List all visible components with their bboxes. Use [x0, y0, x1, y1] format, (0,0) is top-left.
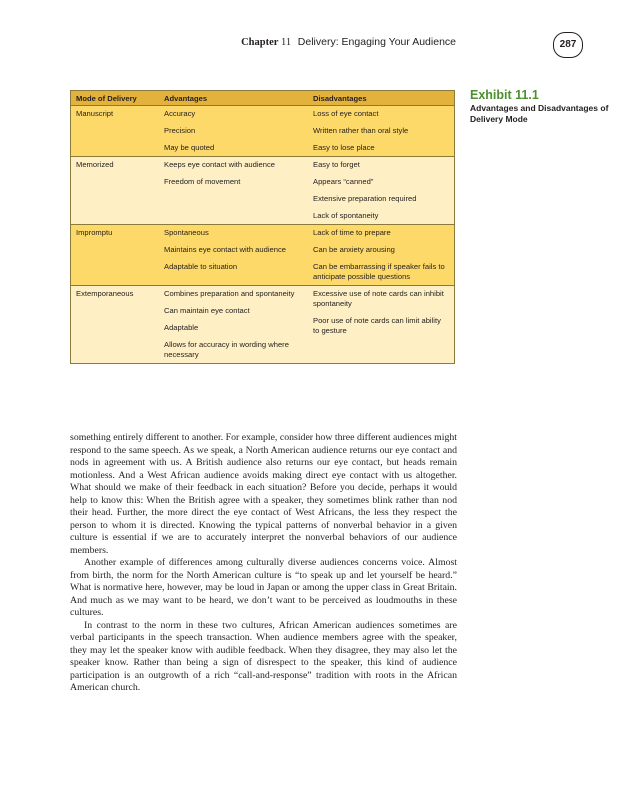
advantage-item: Precision: [164, 126, 196, 135]
table-row-impromptu: [71, 225, 454, 286]
header-mode: Mode of Delivery: [76, 94, 137, 103]
disadvantage-item: Can be embarrassing if speaker fails to anticipate possible questions: [313, 262, 445, 281]
advantage-item: May be quoted: [164, 143, 215, 152]
body-text: [70, 432, 457, 695]
advantage-item: Accuracy: [164, 109, 196, 118]
advantage-item: Spontaneous: [164, 228, 209, 237]
disadvantages-cell: [308, 286, 454, 363]
disadvantage-item: Loss of eye contact: [313, 109, 379, 118]
chapter-number: 11: [281, 37, 292, 48]
advantage-item: Adaptable to situation: [164, 262, 238, 271]
mode-cell: Extemporaneous: [76, 289, 134, 298]
advantage-item: Maintains eye contact with audience: [164, 245, 286, 254]
disadvantage-item: Can be anxiety arousing: [313, 245, 395, 254]
exhibit-label: Exhibit 11.1: [470, 88, 539, 102]
advantages-cell: [159, 225, 308, 285]
header-advantages: Advantages: [164, 94, 208, 103]
disadvantage-item: Poor use of note cards can limit ability to gesture: [313, 316, 441, 335]
paragraph: something entirely different to another. For example, consider how three different audiences might respond to the same speech. As we speak, a North American audience returns our eye contact and nods in agreement with us. A British audience also returns our eye contact, but heads remain motionless. And a West African audience avoids making direct eye contact with us altogether. What should we make of their feedback in each situation? Before you decide, perhaps it would help to know this: When the British agree with a speaker, they sometimes blink rather than nod their head. Further, the more direct the eye contact of West Africans, the less they respect the person to whom it is directed. Knowing the typical patterns of nonverbal behavior in a given culture is essential if we are to accurately interpret the nonverbal behaviors of our audience members.: [70, 432, 457, 556]
page-number: 287: [553, 32, 583, 58]
disadvantages-cell: [308, 157, 454, 224]
disadvantages-cell: [308, 225, 454, 285]
table-row-memorized: [71, 157, 454, 225]
disadvantage-item: Lack of spontaneity: [313, 211, 379, 220]
header-disadvantages: Disadvantages: [313, 94, 367, 103]
advantage-item: Keeps eye contact with audience: [164, 160, 276, 169]
mode-cell: Memorized: [76, 160, 114, 169]
mode-cell: Manuscript: [76, 109, 114, 118]
exhibit-caption: Advantages and Disadvantages of Delivery Mode: [470, 103, 609, 124]
disadvantage-item: Written rather than oral style: [313, 126, 409, 135]
table-row-manuscript: [71, 106, 454, 157]
disadvantage-item: Easy to lose place: [313, 143, 375, 152]
advantages-cell: [159, 157, 308, 224]
advantages-cell: [159, 106, 308, 156]
disadvantages-cell: [308, 106, 454, 156]
disadvantage-item: Extensive preparation required: [313, 194, 417, 203]
advantage-item: Adaptable: [164, 323, 199, 332]
disadvantage-item: Easy to forget: [313, 160, 360, 169]
mode-cell: Impromptu: [76, 228, 113, 237]
advantage-item: Combines preparation and spontaneity: [164, 289, 295, 298]
chapter-word: Chapter: [241, 37, 279, 48]
paragraph: Another example of differences among culturally diverse audiences concerns voice. Almost from birth, the norm for the North American culture is “to speak up and let yourself be heard.” What is normative here, however, may be loud in Japan or among the upper class in Great Britain. And much as we may want to be heard, we don’t want to be perceived as loudmouths in these cultures.: [70, 557, 457, 618]
advantages-cell: [159, 286, 308, 363]
disadvantage-item: Appears “canned”: [313, 177, 374, 186]
disadvantage-item: Lack of time to prepare: [313, 228, 391, 237]
advantage-item: Can maintain eye contact: [164, 306, 250, 315]
advantage-item: Freedom of movement: [164, 177, 241, 186]
table-header-row: [71, 91, 454, 106]
table-row-extemporaneous: [71, 286, 454, 363]
paragraph: In contrast to the norm in these two cultures, African American audiences sometimes are verbal participants in the speech transaction. When audience members agree with the speaker, they may let the speaker know with audible feedback. When they disagree, they may also let the speaker know. Rather than being a sign of disrespect to the speaker, this kind of audience participation is an outgrowth of a rich “call-and-response” tradition with roots in the African American church.: [70, 619, 457, 693]
exhibit-caption-block: [470, 88, 610, 125]
running-header: [0, 36, 456, 48]
chapter-title: Delivery: Engaging Your Audience: [297, 36, 456, 48]
disadvantage-item: Excessive use of note cards can inhibit spontaneity: [313, 289, 444, 308]
advantage-item: Allows for accuracy in wording where necessary: [164, 340, 289, 359]
delivery-mode-table: [70, 90, 455, 364]
